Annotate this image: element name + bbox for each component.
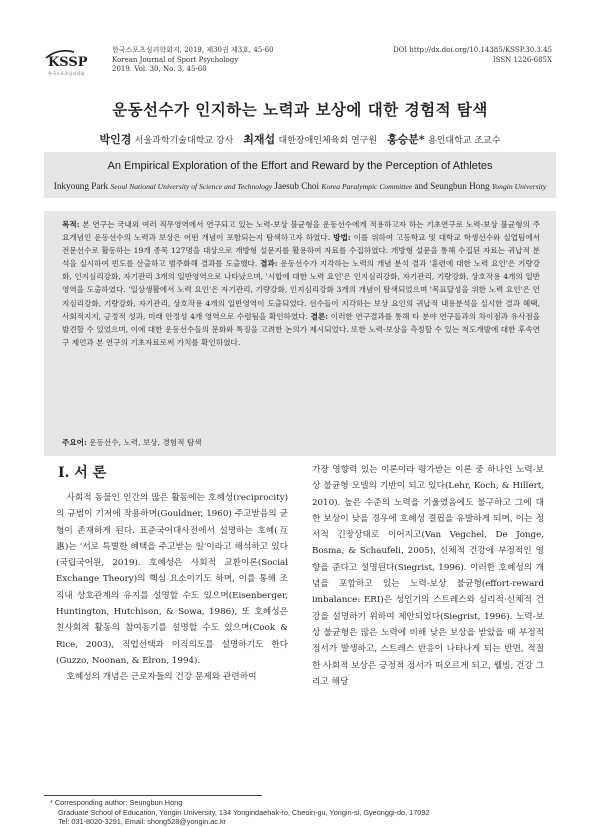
author-name-en: Inkyoung Park — [53, 181, 109, 191]
abstract-label-purpose: 목적: — [62, 220, 80, 229]
keywords-label: 주요어: — [62, 438, 87, 447]
keywords-text: 운동선수, 노력, 보상, 경험적 탐색 — [89, 438, 202, 447]
author-affiliation: 대한장애인체육회 연구원 — [278, 136, 378, 146]
body-column-right — [312, 462, 544, 690]
abstract-conclusion: 이러한 연구결과를 통해 타 분야 연구들과의 차이점과 유사점을 발견할 수 있었으며, 이에 대한 운동선수들의 문화와 특징을 고려한 논의가 제시되었다. 또한 노력-보상을 측정할 수 있는 척도개발에 대한 후속연구 제언과 본 연구의 기초자료로써 가치를 확인하였다. — [62, 311, 540, 347]
abstract-method: 이를 위하여 고등학교 및 대학교 학생선수와 실업팀에서 전문선수로 활동하는 19개 종목 127명을 대상으로 개방형 설문지를 활용하여 자료를 수집하였다. 개방형 설문을 통해 수집된 자료는 귀납적 분석을 실시하여 빈도를 산출하고 범주화해 결과를 도출했다. — [62, 233, 541, 269]
body-paragraph: 호혜성의 개념은 근로자들의 건강 문제와 관련하여 — [66, 672, 257, 683]
footnote-line: Graduate School of Education, Yongin University, 134 Yongindaehak-ro, Cheoin-gu, Yongin-si, Gyeonggi-do, 17092 — [58, 807, 430, 817]
paper-title-en: An Empirical Exploration of the Effort and Reward by the Perception of Athletes — [107, 160, 493, 172]
author-name-en: and Seungbun Hong — [414, 181, 490, 191]
body-column-left — [56, 490, 288, 686]
corresponding-author-footnote — [50, 798, 429, 827]
author-name: 홍승분* — [387, 133, 425, 146]
paper-title-ko: 운동선수가 인지하는 노력과 보상에 대한 경험적 탐색 — [112, 100, 488, 119]
abstract — [62, 218, 540, 349]
author-name-en: Jaesub Choi — [274, 181, 320, 191]
section-heading: Ⅰ. 서 론 — [58, 465, 107, 481]
authors-en — [44, 181, 556, 191]
author-affiliation-en: Yongin University — [491, 182, 547, 191]
body-paragraph: 가장 영향력 있는 이론이라 평가받는 이론 중 하나인 노력-보상 불균형 모델의 기반이 되고 있다(Lehr, Koch, & Hillert, 2010). 높은 수준의 노력을 기울였음에도 불구하고 그에 대한 보상이 낮을 경우에 호혜성 결핍을 유발하게 되며, 이는 정서적 긴장상태로 이어지고(Van Vegchel, De Jonge, Bosma, & Schaufeli, 2005), 신체적 건강에 부정적인 영향을 준다고 설명된다(Siegrist, 1996). 이러한 호혜성의 개념을 포함하고 있는 노력-보상 불균형(effort-reward imbalance: ERI)은 성인기의 스트레스와 심리적·신체적 건강을 설명하기 위하여 제안되었다(Siegrist, 1996). 노력-보상 불균형은 많은 노력에 비해 낮은 보상을 받았을 때 부정적 정서가 발생하고, 스트레스 반응이 나타나게 되는 반면, 적절한 사회적 보상은 긍정적 정서가 떠오르게 되고, 웰빙, 건강 그리고 해당 — [312, 465, 544, 687]
journal-name-en: Korean Journal of Sport Psychology — [112, 55, 239, 64]
abstract-label-method: 방법: — [333, 233, 351, 243]
abstract-purpose: 본 연구는 국내외 여러 직무영역에서 연구되고 있는 노력-보상 불균형을 운동선수에게 적용하고자 하는 기초연구로 노력-보상 불균형의 주요개념인 운동선수의 노력과 보상은 어떤 개념이 포함되는지 탐색하고자 하였다. — [62, 220, 541, 243]
author-affiliation: 용인대학교 조교수 — [428, 136, 501, 146]
doi-link[interactable]: DOI http://dx.doi.org/10.14385/KSSP.30.3.45 — [393, 46, 552, 54]
footnote-divider — [44, 795, 262, 796]
body-paragraph: 사회적 동물인 인간의 많은 활동에는 호혜성(reciprocity)의 규범이 기저에 작용하며(Gouldner, 1960) 주고받음의 균형이 존재하게 된다. 표준국어대사전에서 설명하는 호혜(互惠)는 '서로 특별한 혜택을 주고받는 일'이라고 해석하고 있다(국립국어원, 2019). 호혜성은 사회적 교환이론(Social Exchange Theory)의 핵심 요소이기도 하며, 이를 통해 조직내 상호관계의 유지를 설명할 수도 있으며(Eisenberger, Huntington, Hutchison, & Sowa, 1986), 또 호혜성은 친사회적 활동의 참여동기를 설명할 수도 있으며(Cook & Rice, 2003), 직업선택과 이직의도를 설명하기도 한다(Guzzo, Noonan, & Elron, 1994). — [56, 493, 288, 666]
keywords — [62, 437, 540, 448]
author-affiliation: 서울과학기술대학교 강사 — [134, 136, 234, 146]
abstract-result: 운동선수가 지각하는 노력의 개념 분석 결과 '훈련에 대한 노력 요인'은 기량강화, 인지심리강화, 자기관리 3개의 일반영역으로 나타났으며, '시합에 대한 노력 요인'은 인지심리강화, 자기관리, 기량강화, 상호작용 4개의 일반영역을 도출하였다. '일상생활에서 노력 요인'은 자기관리, 기량강화, 인지심리강화 3개의 개념이 탐색되었으며 '목표달성을 위한 노력 요인'은 인지심리강화, 기량강화, 자기관리, 상호작용 4개의 일반영역이 도출되었다. 선수들이 지각하는 보상 요인의 귀납적 내용분석을 실시한 결과 혜택, 사회적지지, 긍정적 성과, 미래 안정성 4개 영역으로 수렴됨을 확인하였다. — [62, 259, 540, 321]
author-name: 박인경 — [99, 133, 132, 146]
journal-volume: 2019. Vol. 30, No. 3, 45-60 — [112, 65, 207, 73]
author-name: 최재섭 — [243, 133, 276, 146]
author-affiliation-en: Korea Paralympic Committee — [321, 182, 413, 191]
authors-ko — [0, 131, 600, 147]
footnote-line: * Corresponding author: Seungbun Hong — [50, 798, 183, 807]
abstract-label-result: 결과: — [260, 259, 278, 269]
logo-text: KSSP — [48, 55, 88, 70]
kssp-logo — [44, 44, 96, 78]
abstract-label-conclusion: 결론: — [310, 311, 329, 321]
journal-header-left — [112, 46, 274, 75]
footnote-line: Tel: 031-8020-3291, Email: shong528@yongin.ac.kr — [58, 817, 227, 827]
english-title-band — [44, 152, 556, 198]
issn: ISSN 1226-685X — [492, 55, 552, 64]
author-affiliation-en: Seoul National University of Science and Technology — [110, 182, 273, 191]
journal-header-right — [393, 46, 552, 65]
journal-name-ko: 한국스포츠심리학회지, 2019, 제30권 제3호, 45-60 — [112, 46, 274, 54]
logo-subtext: 한국스포츠심리학회 — [48, 71, 85, 76]
